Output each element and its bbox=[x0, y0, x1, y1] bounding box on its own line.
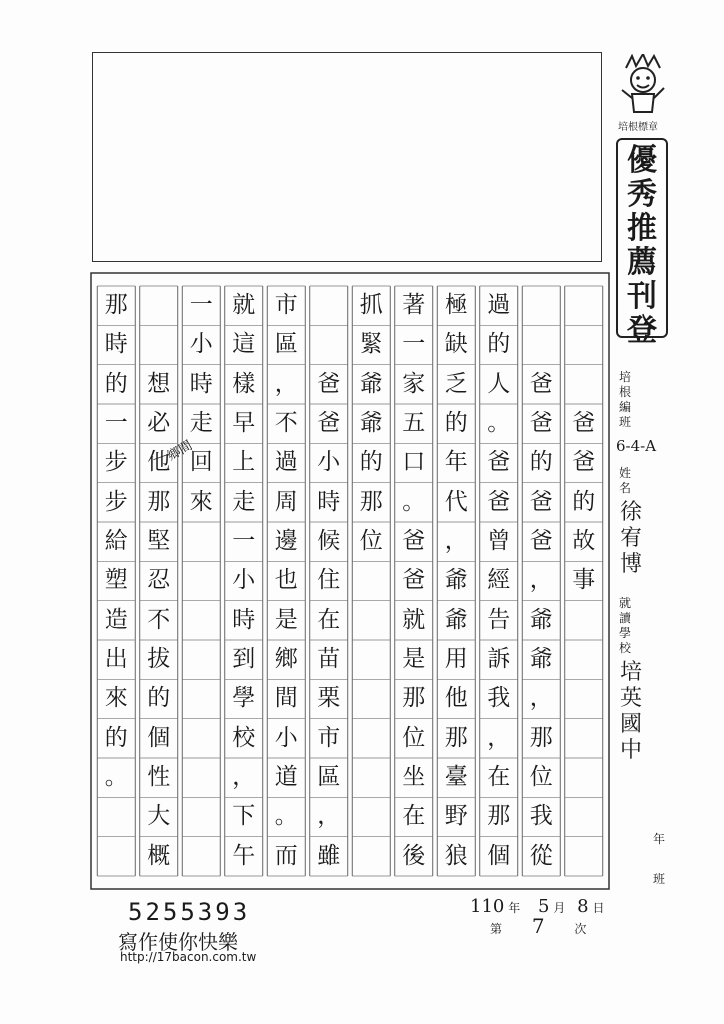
vertical-char: 中 bbox=[619, 738, 642, 763]
essay-char: 從 bbox=[529, 842, 553, 869]
essay-char: ， bbox=[232, 763, 256, 790]
essay-char: ， bbox=[529, 567, 553, 594]
essay-char: 一 bbox=[189, 292, 213, 318]
essay-char: 緊 bbox=[359, 331, 383, 358]
essay-column bbox=[477, 286, 521, 876]
essay-char: 一 bbox=[104, 409, 128, 436]
vertical-char: 徐 bbox=[619, 500, 642, 525]
essay-char: 著 bbox=[402, 292, 426, 318]
essay-char: 那 bbox=[529, 724, 553, 751]
school-label bbox=[616, 596, 634, 656]
essay-char: 那 bbox=[359, 488, 383, 515]
essay-char: 過 bbox=[487, 292, 511, 318]
essay-char bbox=[519, 286, 563, 325]
essay-char: 爸 bbox=[487, 488, 511, 515]
essay-char: 爺 bbox=[359, 370, 383, 397]
vertical-char: 姓 bbox=[618, 466, 631, 480]
name-value bbox=[616, 500, 646, 578]
date-month: 5 bbox=[538, 896, 550, 917]
essay-char: 爺 bbox=[359, 409, 383, 436]
essay-char: 鄉 bbox=[274, 645, 298, 672]
essay-char: 來 bbox=[189, 488, 213, 515]
essay-char: 人 bbox=[487, 370, 511, 397]
essay-char: 我 bbox=[487, 685, 511, 712]
essay-char: 。 bbox=[402, 488, 426, 515]
site-url: http://17bacon.com.tw bbox=[120, 950, 257, 964]
essay-char: 這 bbox=[232, 331, 256, 358]
essay-char: 爸 bbox=[572, 449, 596, 476]
essay-char: 校 bbox=[232, 724, 256, 751]
essay-char: 他 bbox=[147, 449, 171, 476]
essay-char: 在 bbox=[402, 803, 426, 830]
class-value: 6-4-A bbox=[616, 437, 657, 455]
essay-char: 家 bbox=[402, 370, 426, 397]
slogan: 寫作使你快樂 bbox=[118, 930, 238, 954]
stamp-title-char: 薦 bbox=[627, 245, 657, 280]
essay-char bbox=[137, 325, 181, 364]
essay-char: 出 bbox=[104, 645, 128, 672]
essay-char: 學 bbox=[232, 685, 256, 712]
essay-char: 步 bbox=[104, 488, 128, 515]
class-suffix-label: 班 bbox=[652, 872, 665, 886]
vertical-char: 讀 bbox=[618, 611, 631, 625]
essay-char: 小 bbox=[317, 449, 341, 476]
essay-char: 來 bbox=[104, 685, 128, 712]
essay-char: 市 bbox=[317, 724, 341, 751]
essay-char: 時 bbox=[104, 331, 128, 358]
essay-char bbox=[519, 325, 563, 364]
stamp-title-char: 優 bbox=[627, 143, 657, 178]
essay-char: 時 bbox=[232, 606, 256, 633]
essay-char: 雖 bbox=[317, 842, 341, 869]
essay-char: 爸 bbox=[572, 409, 596, 436]
class-label bbox=[616, 370, 634, 430]
manuscript-sheet bbox=[90, 272, 610, 890]
essay-char: 小 bbox=[232, 567, 256, 594]
teacher-comment-box bbox=[92, 52, 602, 262]
vertical-char: 班 bbox=[618, 415, 631, 429]
essay-char: 個 bbox=[487, 842, 511, 869]
essay-char: 的 bbox=[444, 409, 468, 436]
essay-char: 爸 bbox=[487, 449, 511, 476]
essay-char: 栗 bbox=[317, 685, 341, 712]
essay-char: 他 bbox=[444, 685, 468, 712]
essay-char: 而 bbox=[274, 842, 298, 869]
essay-char: 的 bbox=[359, 449, 383, 476]
essay-char: 造 bbox=[104, 606, 128, 633]
count-prefix: 第 bbox=[490, 922, 503, 936]
essay-char: 想 bbox=[147, 370, 171, 397]
essay-char: 是 bbox=[402, 645, 426, 672]
annotation-1: 鄉間 bbox=[164, 438, 196, 465]
essay-char: 走 bbox=[232, 488, 256, 515]
essay-char: 時 bbox=[189, 370, 213, 397]
essay-char bbox=[562, 365, 606, 404]
essay-char: 那 bbox=[147, 488, 171, 515]
essay-char: 邊 bbox=[274, 527, 298, 554]
essay-char: 早 bbox=[232, 409, 256, 436]
essay-char: 。 bbox=[274, 803, 298, 830]
essay-char: 給 bbox=[104, 527, 128, 554]
essay-char: 下 bbox=[232, 803, 256, 830]
essay-char: 候 bbox=[317, 527, 341, 554]
essay-char: 爸 bbox=[529, 488, 553, 515]
essay-column bbox=[519, 286, 563, 876]
essay-char: 是 bbox=[274, 606, 298, 633]
grade-label: 年 bbox=[652, 832, 665, 846]
essay-char: 代 bbox=[444, 488, 468, 515]
essay-char: 那 bbox=[487, 803, 511, 830]
student-info bbox=[616, 370, 657, 764]
essay-char: 的 bbox=[572, 488, 596, 515]
vertical-char: 培 bbox=[619, 660, 642, 685]
vertical-char: 編 bbox=[618, 400, 631, 414]
essay-char: 訴 bbox=[487, 645, 511, 672]
essay-char: 用 bbox=[444, 645, 468, 672]
count-suffix: 次 bbox=[574, 922, 587, 936]
essay-char: 爸 bbox=[529, 527, 553, 554]
essay-char: 缺 bbox=[444, 331, 468, 358]
essay-char: 忍 bbox=[147, 567, 171, 594]
essay-char bbox=[307, 325, 351, 364]
vertical-char: 培 bbox=[618, 370, 631, 384]
essay-char: 爸 bbox=[402, 527, 426, 554]
essay-column bbox=[392, 286, 436, 876]
essay-char: 大 bbox=[147, 803, 171, 830]
essay-char: 後 bbox=[402, 842, 426, 869]
date-day-label: 日 bbox=[592, 901, 605, 915]
essay-char: 的 bbox=[487, 331, 511, 358]
essay-char: 臺 bbox=[444, 763, 468, 790]
essay-char: 位 bbox=[402, 724, 426, 751]
essay-char: 就 bbox=[402, 606, 426, 633]
essay-char: 區 bbox=[274, 331, 298, 358]
essay-char: 我 bbox=[529, 803, 553, 830]
essay-char: 小 bbox=[274, 724, 298, 751]
essay-char: 走 bbox=[189, 409, 213, 436]
date-year: 110 bbox=[470, 896, 505, 917]
essay-column bbox=[307, 286, 351, 876]
vertical-char: 根 bbox=[618, 385, 631, 399]
essay-char: 爺 bbox=[444, 606, 468, 633]
essay-char: 的 bbox=[104, 724, 128, 751]
essay-char: 口 bbox=[402, 449, 426, 476]
essay-char: 那 bbox=[104, 292, 128, 318]
essay-char: 那 bbox=[402, 685, 426, 712]
date-day: 8 bbox=[577, 896, 589, 917]
essay-char bbox=[562, 325, 606, 364]
essay-char bbox=[137, 286, 181, 325]
essay-char: 在 bbox=[317, 606, 341, 633]
essay-char: 年 bbox=[444, 449, 468, 476]
essay-char: 爺 bbox=[444, 567, 468, 594]
essay-char: 一 bbox=[232, 527, 256, 554]
vertical-char: 校 bbox=[618, 641, 631, 655]
essay-char: 極 bbox=[444, 292, 468, 318]
essay-char: 到 bbox=[232, 645, 256, 672]
essay-char: 過 bbox=[274, 449, 298, 476]
essay-column bbox=[94, 286, 138, 797]
vertical-char: 博 bbox=[619, 552, 642, 577]
essay-char: 步 bbox=[104, 449, 128, 476]
essay-char: 事 bbox=[572, 567, 596, 594]
essay-char: 。 bbox=[104, 763, 128, 790]
vertical-char: 國 bbox=[619, 712, 642, 737]
essay-char: 坐 bbox=[402, 763, 426, 790]
vertical-char: 學 bbox=[618, 626, 631, 640]
essay-char: 爸 bbox=[529, 409, 553, 436]
school-value bbox=[616, 660, 646, 764]
essay-char bbox=[562, 286, 606, 325]
essay-char: 午 bbox=[232, 842, 256, 869]
essay-char: 在 bbox=[487, 763, 511, 790]
essay-char: 狼 bbox=[444, 842, 468, 869]
essay-char: 堅 bbox=[147, 527, 171, 554]
essay-char: 告 bbox=[487, 606, 511, 633]
essay-char: 上 bbox=[232, 449, 256, 476]
essay-column bbox=[179, 286, 223, 522]
essay-char: 野 bbox=[444, 803, 468, 830]
stamp-title-char: 推 bbox=[627, 211, 657, 246]
essay-char: 必 bbox=[147, 409, 171, 436]
essay-char: 市 bbox=[274, 292, 298, 318]
essay-char: 間 bbox=[274, 685, 298, 712]
count-value: 7 bbox=[531, 914, 545, 938]
stamp-title-char: 登 bbox=[627, 313, 657, 348]
vertical-char: 就 bbox=[618, 596, 631, 610]
essay-char: 就 bbox=[232, 292, 256, 318]
essay-char: 爸 bbox=[402, 567, 426, 594]
essay-char: 曾 bbox=[487, 527, 511, 554]
essay-char: 周 bbox=[274, 488, 298, 515]
essay-char: 經 bbox=[487, 567, 511, 594]
essay-column bbox=[137, 286, 181, 876]
essay-char: ， bbox=[529, 685, 553, 712]
essay-char: ， bbox=[274, 370, 298, 397]
essay-char: 的 bbox=[147, 685, 171, 712]
essay-char: 性 bbox=[147, 763, 171, 790]
essay-char: ， bbox=[444, 527, 468, 554]
submission-count bbox=[490, 914, 586, 938]
essay-char: 的 bbox=[529, 449, 553, 476]
essay-char: 苗 bbox=[317, 645, 341, 672]
essay-char: 拔 bbox=[147, 645, 171, 672]
stamp-logo-text: 培根標章 bbox=[618, 122, 658, 133]
essay-column bbox=[434, 286, 478, 876]
essay-char: 塑 bbox=[104, 567, 128, 594]
essay-char: 時 bbox=[317, 488, 341, 515]
essay-char: 抓 bbox=[359, 292, 383, 318]
essay-char: 不 bbox=[147, 606, 171, 633]
essay-char: 位 bbox=[529, 763, 553, 790]
essay-column bbox=[562, 286, 606, 601]
essay-char: 住 bbox=[317, 567, 341, 594]
essay-char: ， bbox=[317, 803, 341, 830]
essay-char: 爺 bbox=[529, 645, 553, 672]
essay-char: 一 bbox=[402, 331, 426, 358]
essay-char: 乏 bbox=[444, 370, 468, 397]
serial-number: 5255393 bbox=[128, 898, 251, 926]
essay-char: 樣 bbox=[232, 370, 256, 397]
stamp-title-char: 刊 bbox=[627, 279, 657, 314]
essay-char: 位 bbox=[359, 527, 383, 554]
essay-column bbox=[222, 286, 266, 876]
date-month-label: 月 bbox=[553, 901, 566, 915]
essay-column bbox=[264, 286, 308, 876]
stamp-title-box bbox=[616, 138, 668, 348]
recommendation-stamp bbox=[608, 54, 678, 348]
vertical-char: 英 bbox=[619, 686, 642, 711]
essay-char: 爺 bbox=[529, 606, 553, 633]
essay-char bbox=[307, 286, 351, 325]
essay-char: 爸 bbox=[317, 409, 341, 436]
essay-char: 那 bbox=[444, 724, 468, 751]
mascot-icon bbox=[618, 54, 668, 116]
essay-char: 不 bbox=[274, 409, 298, 436]
date-year-label: 年 bbox=[508, 901, 521, 915]
essay-char: 故 bbox=[572, 527, 596, 554]
essay-char: 的 bbox=[104, 370, 128, 397]
vertical-char: 名 bbox=[618, 481, 631, 495]
essay-char: 小 bbox=[189, 331, 213, 358]
essay-char: 道 bbox=[274, 763, 298, 790]
essay-char: ， bbox=[487, 724, 511, 751]
essay-char: 爸 bbox=[529, 370, 553, 397]
stamp-title-char: 秀 bbox=[627, 177, 657, 212]
essay-char: 也 bbox=[274, 567, 298, 594]
essay-char: 爸 bbox=[317, 370, 341, 397]
essay-char: 區 bbox=[317, 763, 341, 790]
essay-char: 個 bbox=[147, 724, 171, 751]
essay-char: 。 bbox=[487, 409, 511, 436]
essay-char: 概 bbox=[147, 842, 171, 869]
essay-column bbox=[349, 286, 393, 561]
essay-char: 五 bbox=[402, 409, 426, 436]
essay-char: 回 bbox=[189, 449, 213, 476]
name-label bbox=[616, 466, 634, 496]
vertical-char: 宥 bbox=[619, 526, 642, 551]
